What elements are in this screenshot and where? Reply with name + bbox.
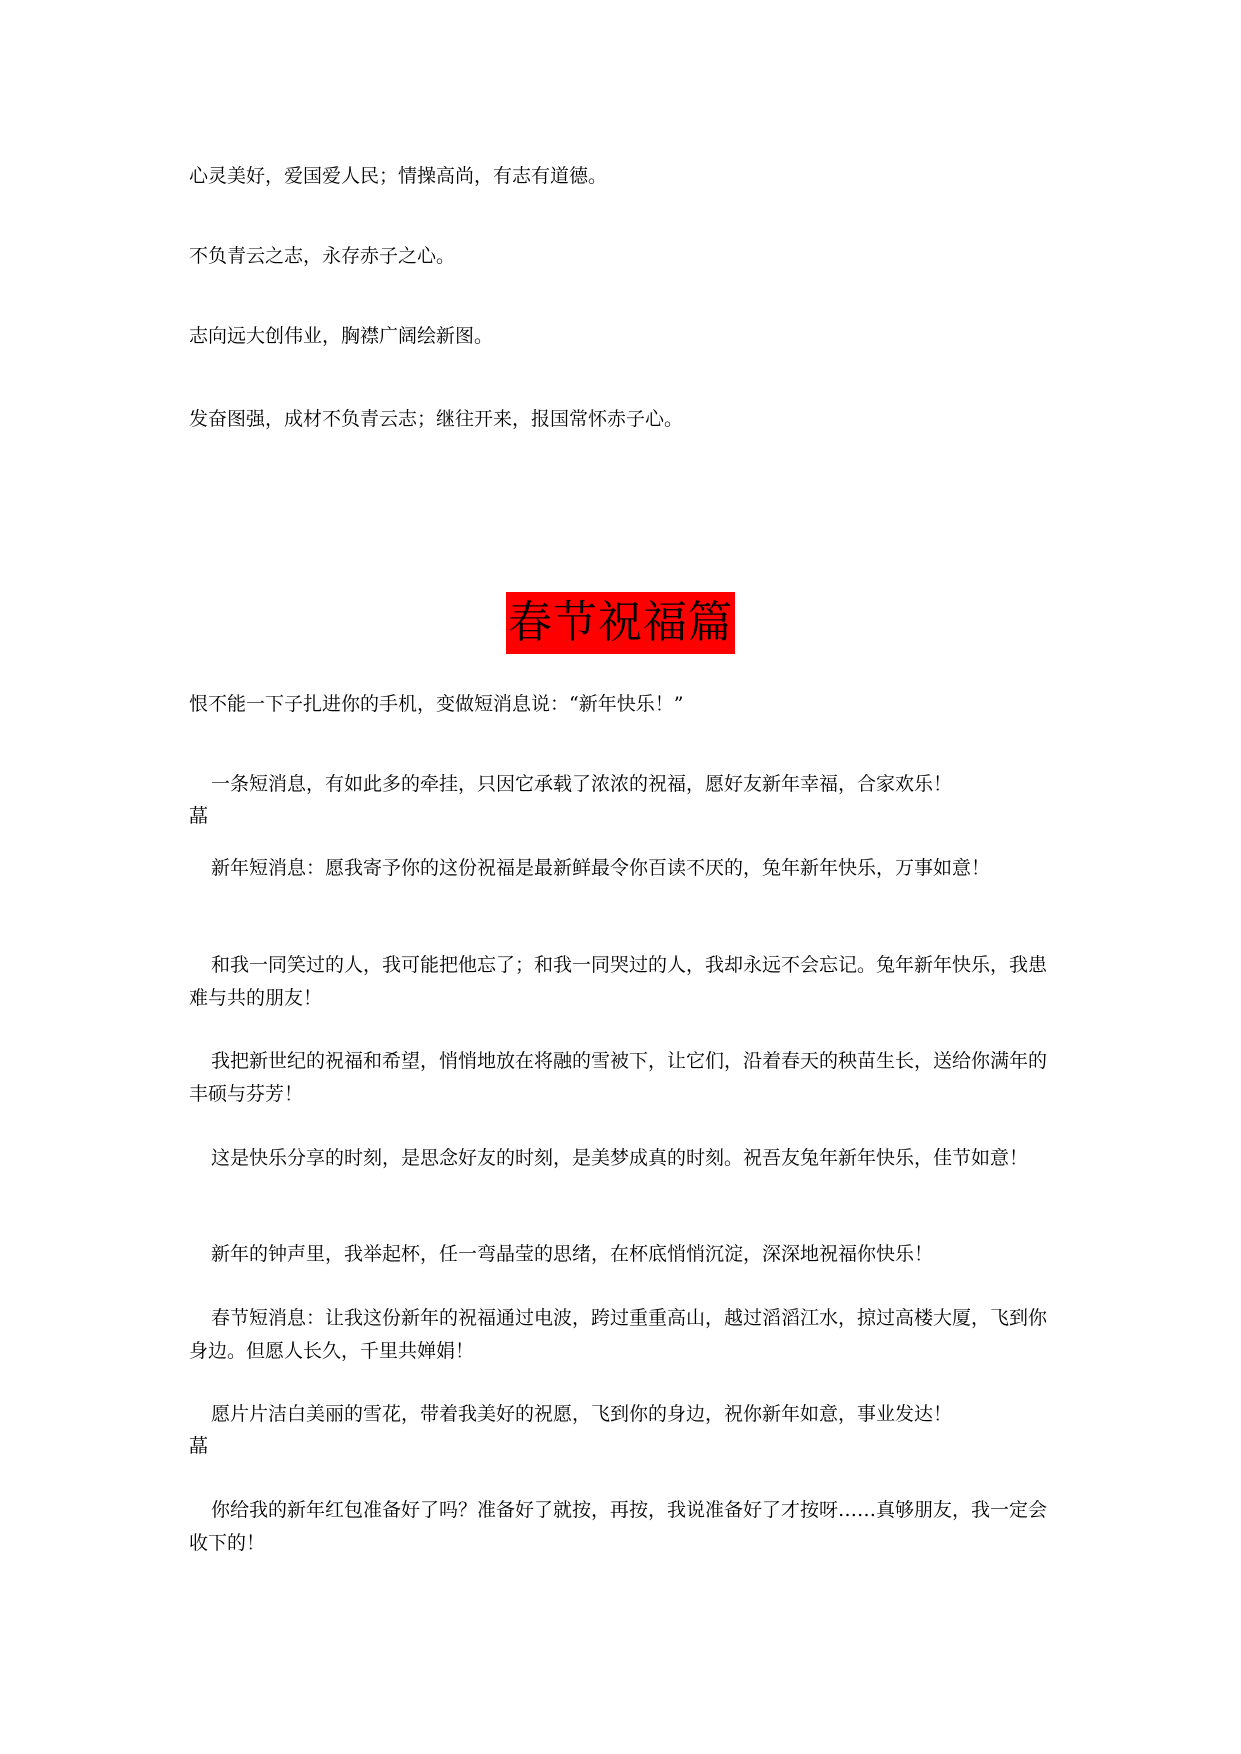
text-line-3: 志向远大创伟业，胸襟广阔绘新图。 xyxy=(189,325,494,347)
text-line-2: 不负青云之志，永存赤子之心。 xyxy=(189,245,456,267)
text-line-4: 发奋图强，成材不负青云志；继往开来，报国常怀赤子心。 xyxy=(189,408,684,430)
paragraph: 愿片片洁白美丽的雪花，带着我美好的祝愿，飞到你的身边，祝你新年如意，事业发达！ xyxy=(211,1403,953,1425)
paragraph: 新年短消息：愿我寄予你的这份祝福是最新鲜最令你百读不厌的，兔年新年快乐，万事如意！ xyxy=(211,857,991,879)
text-line-1: 心灵美好，爱国爱人民；情操高尚，有志有道德。 xyxy=(189,165,608,187)
section-heading-wrap xyxy=(0,592,1241,654)
paragraph: 一条短消息，有如此多的牵挂，只因它承载了浓浓的祝福，愿好友新年幸福，合家欢乐！ xyxy=(211,773,953,795)
paragraph: 这是快乐分享的时刻，是思念好友的时刻，是美梦成真的时刻。祝吾友兔年新年快乐，佳节如意！ xyxy=(211,1147,1029,1169)
paragraph: 新年的钟声里，我举起杯，任一弯晶莹的思绪，在杯底悄悄沉淀，深深地祝福你快乐！ xyxy=(211,1243,934,1265)
paragraph-marker: 蕌 xyxy=(189,1435,209,1457)
paragraph: 和我一同笑过的人，我可能把他忘了；和我一同哭过的人，我却永远不会忘记。兔年新年快乐，我患难与共的朋友！ xyxy=(189,954,1048,1009)
paragraph: 恨不能一下子扎进你的手机，变做短消息说：“新年快乐！” xyxy=(189,693,684,715)
paragraph: 你给我的新年红包准备好了吗？准备好了就按，再按，我说准备好了才按呀……真够朋友，我一定会收下的！ xyxy=(189,1499,1048,1554)
paragraph-marker: 蕌 xyxy=(189,805,209,827)
paragraph: 春节短消息：让我这份新年的祝福通过电波，跨过重重高山，越过滔滔江水，掠过高楼大厦，飞到你身边。但愿人长久，千里共婵娟！ xyxy=(189,1307,1048,1362)
section-heading: 春节祝福篇 xyxy=(506,592,735,654)
paragraph: 我把新世纪的祝福和希望，悄悄地放在将融的雪被下，让它们，沿着春天的秧苗生长，送给你满年的丰硕与芬芳！ xyxy=(189,1050,1048,1105)
